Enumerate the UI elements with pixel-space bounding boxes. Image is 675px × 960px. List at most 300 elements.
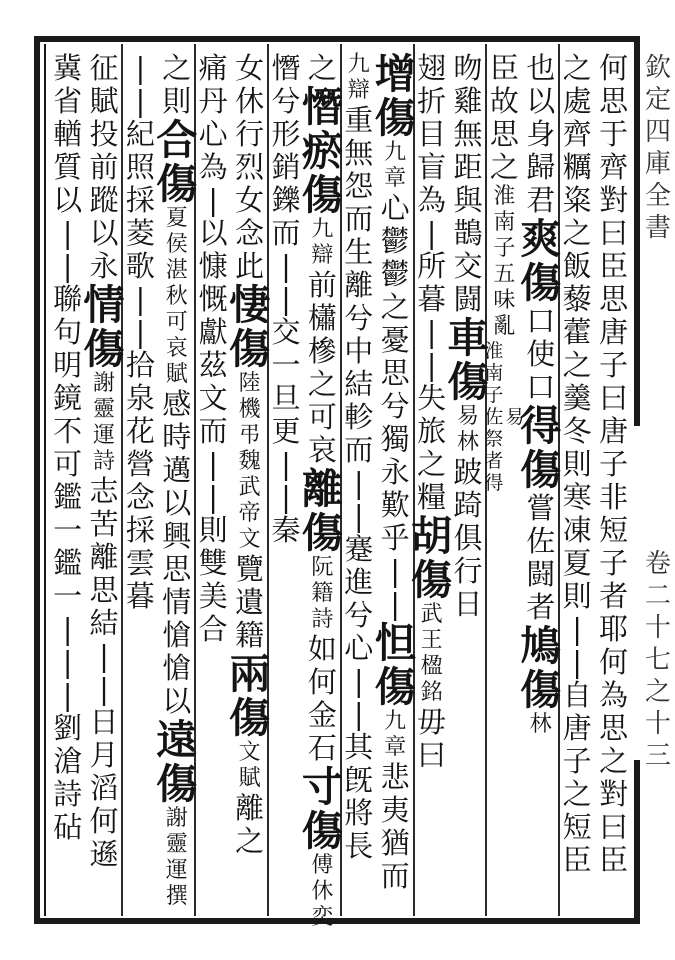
glyph: 詩 [53, 777, 83, 811]
glyph: 傷 [301, 807, 343, 855]
glyph: 翅 [417, 51, 447, 85]
glyph: 之 [562, 348, 592, 382]
glyph: 思 [599, 282, 629, 316]
glyph: | [572, 645, 583, 679]
glyph: 遜 [89, 837, 119, 871]
glyph: 兮 [380, 389, 410, 423]
glyph: 雞 [453, 84, 483, 118]
glyph: 子 [599, 447, 629, 481]
glyph: 寸 [301, 763, 343, 811]
glyph: 機 [238, 397, 261, 422]
glyph: | [99, 672, 109, 706]
annotation-line [166, 806, 188, 910]
glyph: | [426, 348, 437, 382]
glyph: 可 [307, 400, 337, 434]
annotation-line [93, 371, 115, 475]
glyph: 侯 [165, 232, 188, 257]
glyph: 粢 [562, 183, 592, 217]
glyph: 丹 [198, 84, 228, 118]
glyph: 情 [83, 281, 125, 329]
annotation-line [239, 740, 261, 792]
glyph: 生 [344, 235, 374, 269]
glyph: 藜 [562, 282, 592, 316]
glyph: 交 [453, 249, 483, 283]
glyph: 合 [156, 116, 198, 164]
glyph: 林 [529, 712, 552, 737]
glyph: 得 [520, 402, 562, 450]
glyph: 飯 [562, 249, 592, 283]
glyph: 則 [562, 579, 592, 613]
glyph: 以 [162, 684, 192, 718]
glyph: 失 [417, 381, 447, 415]
glyph: 對 [599, 183, 629, 217]
glyph: 臣 [599, 249, 629, 283]
glyph: 羹 [562, 381, 592, 415]
glyph: 口 [526, 304, 556, 338]
glyph: 何 [599, 645, 629, 679]
glyph: 更 [271, 414, 301, 448]
glyph: 傷 [156, 160, 198, 208]
glyph: 其 [344, 730, 374, 764]
glyph: 邁 [162, 453, 192, 487]
glyph: 唐 [562, 711, 592, 745]
glyph: 賦 [238, 766, 261, 791]
glyph: 而 [344, 433, 374, 467]
glyph: 以 [198, 216, 228, 250]
glyph: 月 [89, 738, 119, 772]
glyph: 暮 [417, 282, 447, 316]
glyph: 何 [307, 665, 337, 699]
glyph: 思 [599, 711, 629, 745]
glyph: 以 [53, 183, 83, 217]
annotation-line [505, 406, 524, 428]
glyph: 夷 [380, 793, 410, 827]
glyph: | [281, 282, 291, 316]
glyph: 傷 [374, 94, 416, 142]
glyph: 而 [380, 859, 410, 893]
annotation-line [311, 555, 333, 633]
glyph: 所 [417, 249, 447, 283]
glyph: | [135, 84, 146, 118]
annotation-line [311, 853, 333, 931]
glyph: 則 [162, 84, 192, 118]
glyph: 秋 [165, 284, 188, 309]
glyph: 烈 [235, 150, 265, 184]
glyph: 休 [311, 879, 334, 904]
glyph: 蹇 [344, 532, 374, 566]
glyph: 自 [562, 678, 592, 712]
glyph: 傷 [520, 259, 562, 307]
glyph: | [62, 645, 73, 679]
glyph: 合 [198, 612, 228, 646]
glyph: 女 [235, 51, 265, 85]
glyph: 書 [644, 213, 671, 243]
glyph: 長 [344, 829, 374, 863]
glyph: 爽 [520, 215, 562, 263]
glyph: 旦 [271, 381, 301, 415]
glyph: 雲 [125, 546, 155, 580]
glyph: 痛 [198, 51, 228, 85]
glyph: | [208, 183, 219, 217]
glyph: | [426, 315, 437, 349]
glyph: 臣 [489, 51, 519, 85]
glyph: 離 [235, 791, 265, 825]
glyph: 鑑 [53, 480, 83, 514]
glyph: 卷 [644, 549, 671, 579]
glyph: 感 [162, 387, 192, 421]
glyph: 祭 [484, 428, 504, 450]
glyph: 行 [453, 554, 483, 588]
glyph: 欽 [644, 53, 671, 83]
glyph: 苦 [89, 507, 119, 541]
glyph: 寒 [562, 480, 592, 514]
glyph: 鬱 [380, 257, 410, 291]
glyph: 辯 [311, 243, 334, 268]
glyph: 銷 [271, 150, 301, 184]
glyph: 茲 [198, 348, 228, 382]
glyph: 愴 [162, 618, 192, 652]
glyph: 曰 [599, 810, 629, 844]
glyph: | [62, 249, 73, 283]
glyph: 省 [53, 84, 83, 118]
glyph: 無 [344, 136, 374, 170]
glyph: 得 [484, 472, 504, 494]
glyph: 慷 [198, 249, 228, 283]
glyph: 滄 [53, 744, 83, 778]
glyph: 之 [489, 150, 519, 184]
glyph: 全 [644, 181, 671, 211]
glyph: 傷 [83, 325, 125, 373]
glyph: 九 [384, 709, 407, 734]
glyph: 闘 [453, 282, 483, 316]
glyph: 採 [125, 513, 155, 547]
glyph: 鑠 [271, 183, 301, 217]
glyph: 耶 [599, 612, 629, 646]
glyph: 重 [344, 103, 374, 137]
glyph: 以 [526, 84, 556, 118]
glyph: 美 [198, 579, 228, 613]
glyph: 之 [599, 744, 629, 778]
glyph: 阮 [311, 555, 334, 580]
glyph: 弔 [238, 423, 261, 448]
glyph: 則 [198, 513, 228, 547]
glyph: 章 [384, 735, 407, 760]
glyph: 心 [380, 191, 410, 225]
glyph: 短 [599, 513, 629, 547]
frame-left-border [34, 36, 40, 924]
glyph: 質 [53, 150, 83, 184]
glyph: 唐 [599, 315, 629, 349]
glyph: 句 [53, 315, 83, 349]
glyph: 雙 [198, 546, 228, 580]
glyph: 亂 [493, 314, 516, 339]
glyph: 九 [347, 52, 370, 77]
glyph: 傷 [301, 171, 343, 219]
glyph: 非 [599, 480, 629, 514]
glyph: 君 [526, 183, 556, 217]
glyph: 也 [526, 51, 556, 85]
glyph: 慨 [198, 282, 228, 316]
glyph: 淮 [484, 340, 504, 362]
glyph: 可 [165, 310, 188, 335]
margin-title-vertical [645, 52, 671, 244]
glyph: 中 [344, 334, 374, 368]
glyph: 時 [162, 420, 192, 454]
glyph: 傅 [311, 853, 334, 878]
glyph: 南 [484, 362, 504, 384]
glyph: 籍 [311, 581, 334, 606]
glyph: 十 [644, 709, 671, 739]
annotation-line [239, 371, 261, 553]
glyph: 佐 [484, 406, 504, 428]
glyph: | [353, 466, 364, 500]
glyph: 結 [89, 606, 119, 640]
glyph: 闘 [526, 557, 556, 591]
glyph: 興 [162, 519, 192, 553]
glyph: 湛 [165, 258, 188, 283]
glyph: 思 [599, 84, 629, 118]
glyph: 傷 [229, 325, 271, 373]
glyph: 曰 [599, 381, 629, 415]
glyph: 凍 [562, 513, 592, 547]
glyph: 折 [417, 84, 447, 118]
glyph: | [62, 678, 73, 712]
glyph: 不 [53, 414, 83, 448]
glyph: 籍 [235, 618, 265, 652]
glyph: 思 [489, 117, 519, 151]
glyph: 短 [562, 810, 592, 844]
glyph: 藿 [562, 315, 592, 349]
glyph: 謝 [165, 806, 188, 831]
glyph: 悲 [380, 760, 410, 794]
glyph: 秦 [271, 513, 301, 547]
glyph: 傷 [447, 358, 489, 406]
glyph: 之 [417, 447, 447, 481]
glyph: 三 [644, 741, 671, 771]
annotation-line [384, 709, 406, 761]
glyph: 何 [599, 51, 629, 85]
glyph: 傷 [411, 556, 453, 604]
glyph: 帝 [238, 501, 261, 526]
glyph: 砧 [53, 810, 83, 844]
glyph: 獨 [380, 422, 410, 456]
annotation-line [457, 404, 479, 456]
glyph: 一 [271, 348, 301, 382]
glyph: 獻 [198, 315, 228, 349]
glyph: 猶 [380, 826, 410, 860]
glyph: 九 [311, 217, 334, 242]
glyph: 曰 [599, 216, 629, 250]
glyph: 夏 [165, 206, 188, 231]
glyph: 花 [125, 414, 155, 448]
glyph: 九 [384, 140, 407, 165]
glyph: 踦 [453, 488, 483, 522]
glyph: 此 [235, 249, 265, 283]
glyph: 之 [380, 290, 410, 324]
glyph: 菱 [125, 216, 155, 250]
glyph: | [62, 216, 73, 250]
glyph: 詩 [311, 607, 334, 632]
glyph: 泉 [125, 381, 155, 415]
glyph: 故 [489, 84, 519, 118]
glyph: 紀 [125, 117, 155, 151]
glyph: | [99, 639, 109, 673]
glyph: 輶 [53, 117, 83, 151]
glyph: 悽 [229, 281, 271, 329]
glyph: 武 [420, 602, 443, 627]
glyph: 兩 [229, 650, 271, 698]
glyph: 佐 [526, 524, 556, 558]
glyph: 傷 [520, 446, 562, 494]
annotation-line [348, 52, 370, 104]
glyph: 怛 [374, 619, 416, 667]
glyph: 使 [526, 337, 556, 371]
glyph: | [426, 216, 437, 250]
glyph: 傷 [229, 694, 271, 742]
glyph: 賦 [165, 362, 188, 387]
glyph: 嘗 [526, 491, 556, 525]
glyph: 兮 [271, 84, 301, 118]
glyph: 採 [125, 183, 155, 217]
glyph: | [281, 447, 291, 481]
glyph: 之 [562, 216, 592, 250]
glyph: 銘 [420, 680, 443, 705]
glyph: 運 [92, 423, 115, 448]
glyph: 前 [307, 268, 337, 302]
glyph: 撰 [165, 884, 188, 909]
glyph: 王 [420, 628, 443, 653]
glyph: 之 [235, 824, 265, 858]
glyph: 淮 [493, 184, 516, 209]
glyph: 易 [505, 406, 525, 428]
glyph: 思 [162, 552, 192, 586]
glyph: 離 [301, 465, 343, 513]
glyph: 靈 [92, 397, 115, 422]
glyph: 軫 [344, 400, 374, 434]
glyph: 臣 [562, 843, 592, 877]
glyph: 征 [89, 51, 119, 85]
glyph: 賦 [89, 84, 119, 118]
glyph: 旣 [344, 763, 374, 797]
glyph: 旅 [417, 414, 447, 448]
glyph: 櫹 [307, 301, 337, 335]
glyph: 鬱 [380, 224, 410, 258]
glyph: 如 [307, 632, 337, 666]
glyph: 將 [344, 796, 374, 830]
glyph: 文 [198, 381, 228, 415]
glyph: 五 [493, 262, 516, 287]
glyph: 無 [453, 117, 483, 151]
glyph: 女 [235, 183, 265, 217]
glyph: 兮 [344, 598, 374, 632]
glyph: 盲 [417, 150, 447, 184]
glyph: 文 [238, 740, 261, 765]
glyph: 冬 [562, 414, 592, 448]
glyph: 永 [89, 249, 119, 283]
glyph: 之 [562, 777, 592, 811]
glyph: 歌 [125, 249, 155, 283]
glyph: 營 [125, 447, 155, 481]
glyph: 心 [344, 631, 374, 665]
glyph: 文 [238, 527, 261, 552]
glyph: 憯 [301, 83, 343, 131]
glyph: 子 [599, 348, 629, 382]
annotation-line [421, 602, 443, 706]
glyph: 遠 [156, 716, 198, 764]
glyph: 二 [644, 581, 671, 611]
glyph: 離 [344, 268, 374, 302]
glyph: 兮 [344, 301, 374, 335]
glyph: 暮 [125, 579, 155, 613]
glyph: 處 [562, 84, 592, 118]
glyph: 為 [599, 678, 629, 712]
glyph: 糲 [562, 150, 592, 184]
glyph: 念 [235, 216, 265, 250]
glyph: 跛 [453, 455, 483, 489]
glyph: 念 [125, 480, 155, 514]
glyph: 胡 [411, 512, 453, 560]
annotation-line [166, 206, 188, 388]
annotation-line [311, 217, 333, 269]
glyph: 夏 [562, 546, 592, 580]
glyph: 者 [599, 579, 629, 613]
glyph: 情 [162, 585, 192, 619]
glyph: 可 [53, 447, 83, 481]
glyph: 金 [307, 698, 337, 732]
glyph: 永 [380, 455, 410, 489]
glyph: 俱 [453, 521, 483, 555]
glyph: 子 [599, 546, 629, 580]
glyph: 者 [526, 590, 556, 624]
margin-volume-vertical [645, 548, 671, 772]
glyph: 則 [562, 447, 592, 481]
glyph: 謝 [92, 371, 115, 396]
glyph: 楹 [420, 654, 443, 679]
glyph: 口 [526, 370, 556, 404]
frame-top-border [34, 36, 640, 42]
glyph: 結 [344, 367, 374, 401]
glyph: 為 [198, 150, 228, 184]
glyph: 齊 [599, 150, 629, 184]
glyph: 志 [89, 474, 119, 508]
glyph: 離 [89, 540, 119, 574]
body-text [42, 283, 94, 712]
glyph: 鳩 [520, 622, 562, 670]
glyph: | [281, 249, 291, 283]
glyph: 前 [89, 150, 119, 184]
glyph: | [572, 612, 583, 646]
glyph: 鏡 [53, 381, 83, 415]
glyph: 照 [125, 150, 155, 184]
glyph: 之 [307, 51, 337, 85]
glyph: 增 [374, 50, 416, 98]
glyph: | [390, 587, 401, 621]
glyph: 瘀 [301, 127, 343, 175]
glyph: 傷 [520, 666, 562, 714]
glyph: 距 [453, 150, 483, 184]
glyph: 哀 [307, 433, 337, 467]
glyph: 于 [599, 117, 629, 151]
glyph: 奕 [311, 905, 334, 930]
glyph: 車 [447, 314, 489, 362]
glyph: 聯 [53, 282, 83, 316]
glyph: 南 [493, 210, 516, 235]
glyph: 歸 [526, 150, 556, 184]
body-text [42, 712, 94, 844]
glyph: 一 [53, 579, 83, 613]
glyph: 哀 [165, 336, 188, 361]
glyph: 子 [484, 384, 504, 406]
